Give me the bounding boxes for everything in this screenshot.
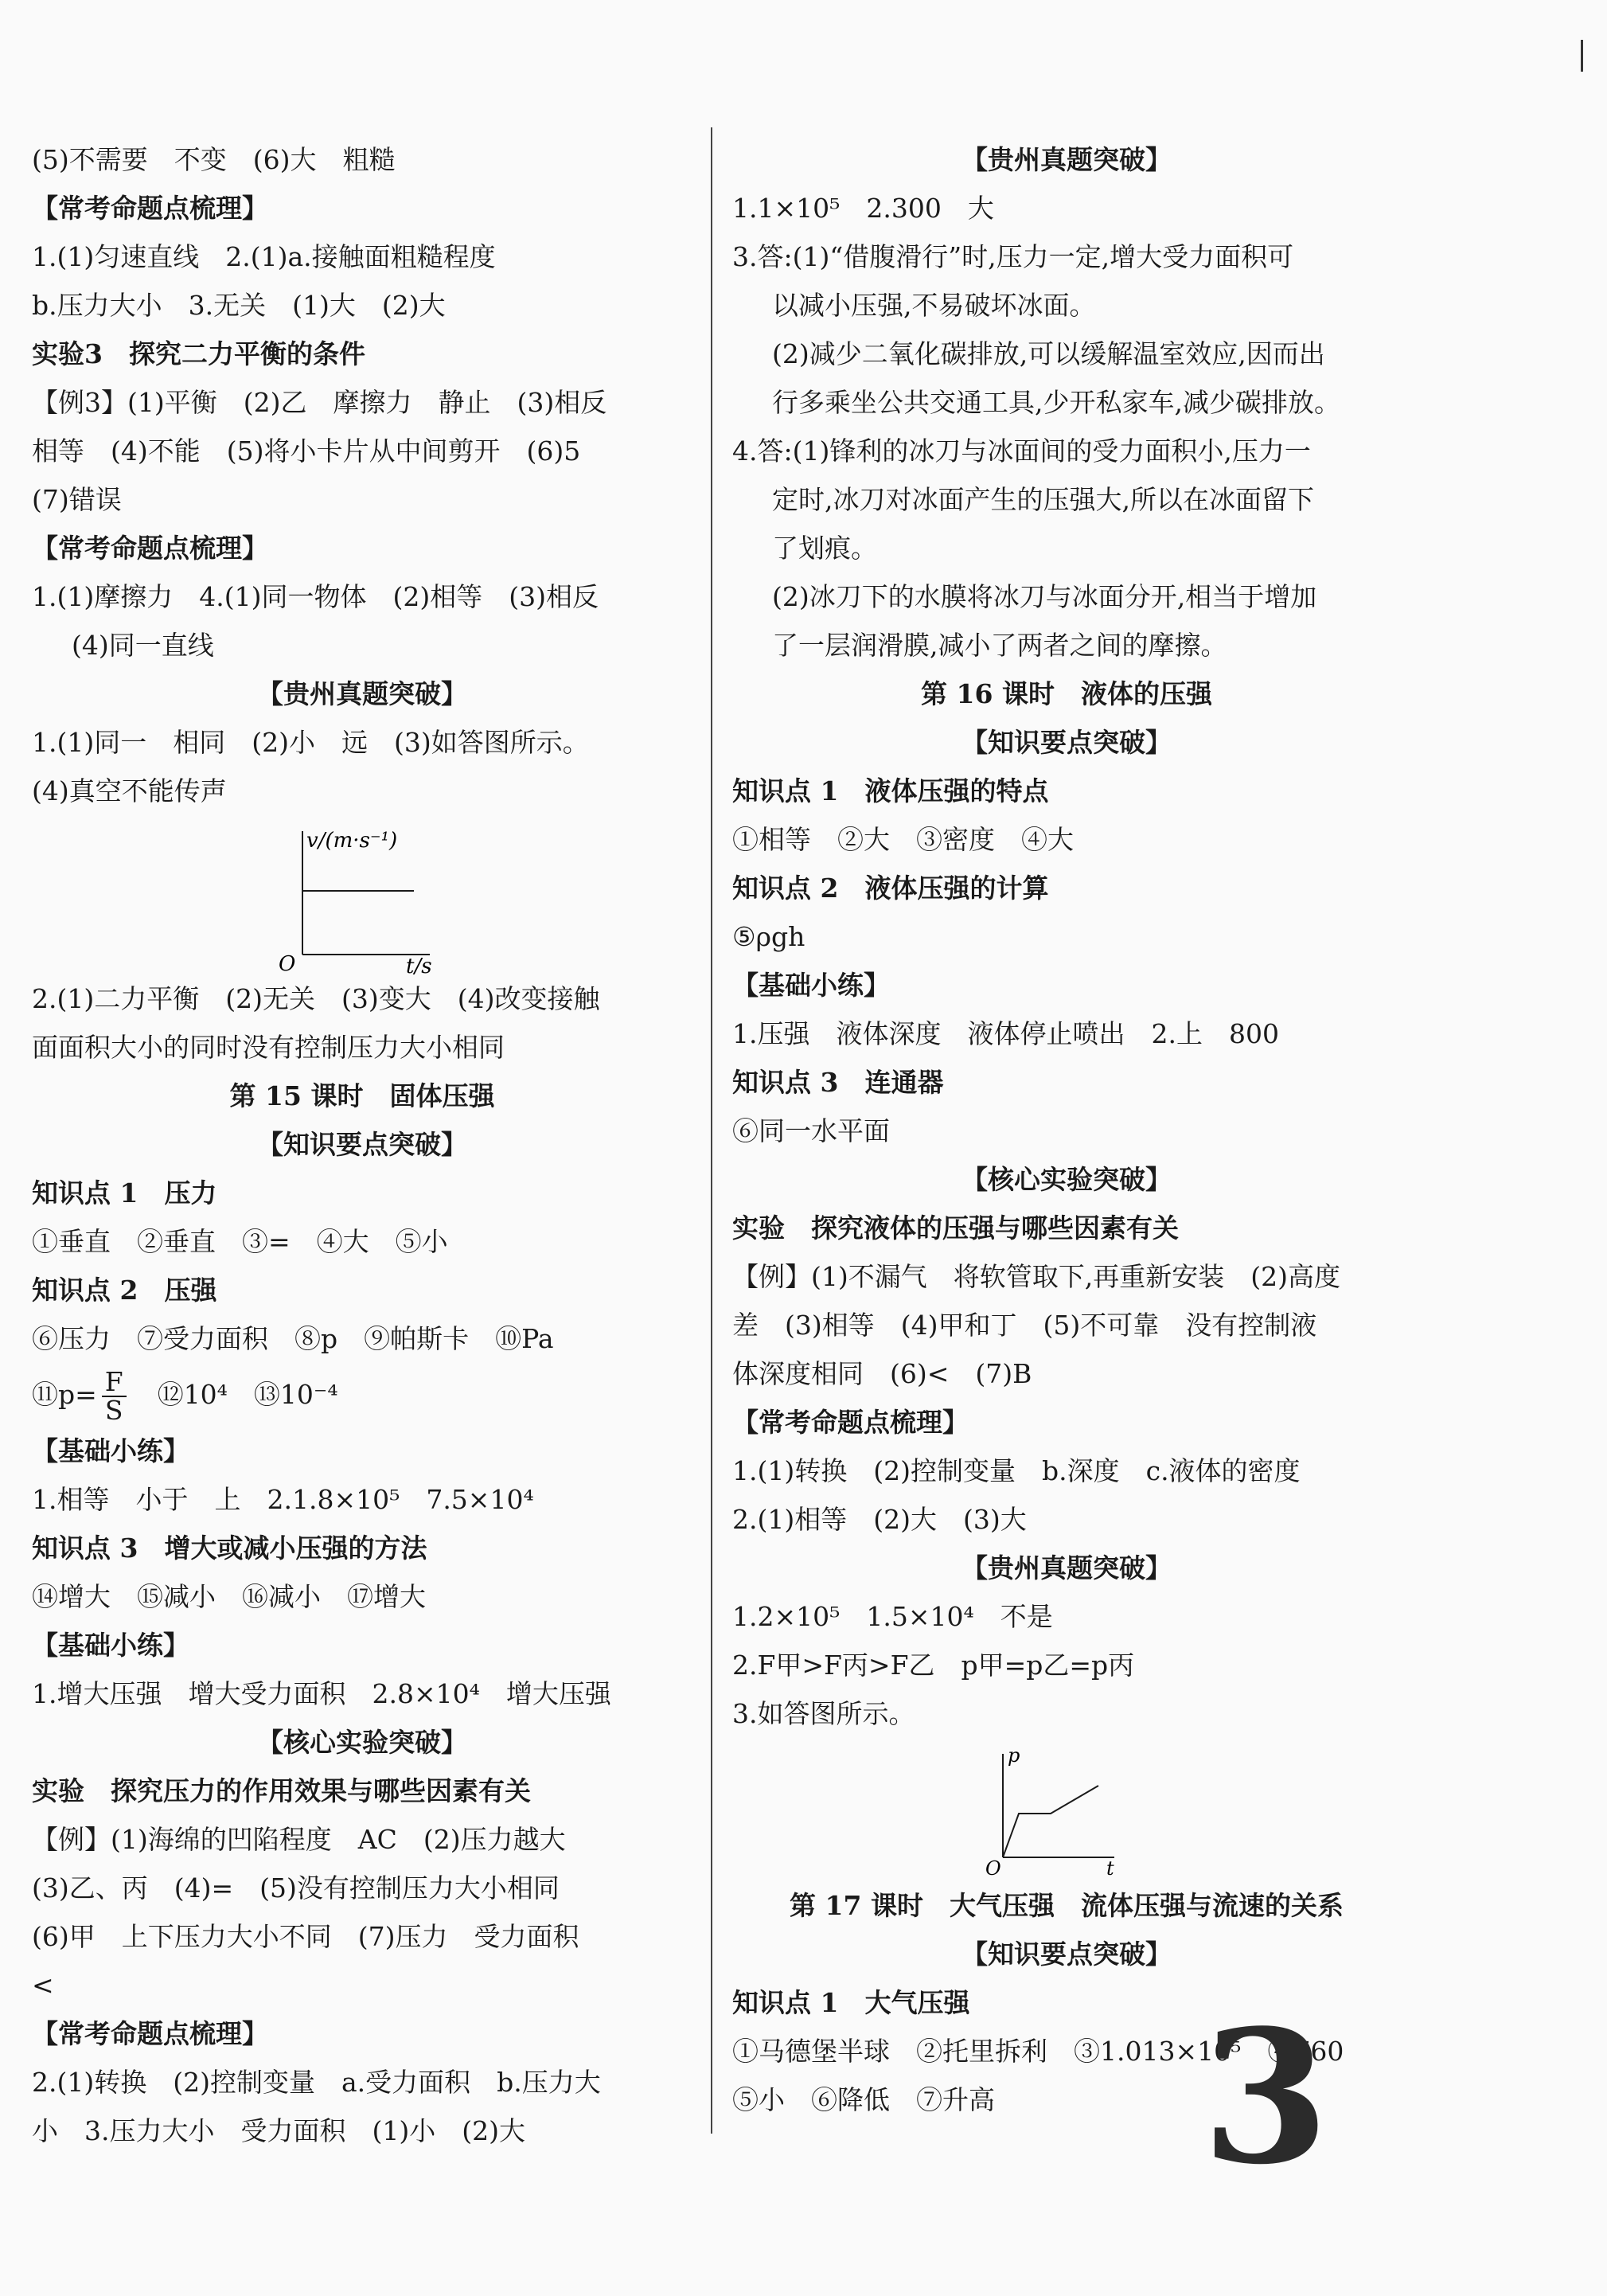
text-line: 1.相等 小于 上 2.1.8×10⁵ 7.5×10⁴ bbox=[32, 1484, 534, 1515]
text-line: ①垂直 ②垂直 ③= ④大 ⑤小 bbox=[32, 1226, 448, 1257]
section-heading: 【常考命题点梳理】 bbox=[732, 1407, 969, 1438]
graph2-y-label: p bbox=[1008, 1744, 1020, 1767]
experiment-heading: 实验 探究压力的作用效果与哪些因素有关 bbox=[32, 1775, 531, 1806]
text-line: (2)减少二氧化碳排放,可以缓解温室效应,因而出 bbox=[772, 338, 1325, 369]
text-line: 2.(1)二力平衡 (2)无关 (3)变大 (4)改变接触 bbox=[32, 983, 600, 1014]
lesson-title: 第 17 课时 大气压强 流体压强与流速的关系 bbox=[790, 1890, 1344, 1921]
lesson-title: 第 15 课时 固体压强 bbox=[229, 1080, 495, 1111]
knowledge-point: 知识点 1 压力 bbox=[32, 1177, 217, 1209]
section-heading: 【知识要点突破】 bbox=[961, 727, 1172, 758]
pressure-time-graph bbox=[732, 1738, 1401, 1881]
graph1-origin: O bbox=[279, 952, 296, 974]
text-line: 4.答:(1)锋利的冰刀与冰面间的受力面积小,压力一 bbox=[732, 435, 1311, 467]
text-line: 定时,冰刀对冰面产生的压强大,所以在冰面留下 bbox=[772, 484, 1314, 515]
text-line: ①相等 ②大 ③密度 ④大 bbox=[732, 824, 1074, 855]
vt-graph-svg bbox=[32, 815, 692, 974]
text-line: (4)真空不能传声 bbox=[32, 775, 227, 806]
formula-prefix: ⑪p= bbox=[32, 1379, 97, 1410]
graph1-x-label: t/s bbox=[406, 955, 432, 974]
section-heading: 【基础小练】 bbox=[732, 970, 890, 1001]
column-divider bbox=[711, 127, 712, 2134]
section-heading: 【基础小练】 bbox=[32, 1435, 189, 1466]
left-column bbox=[32, 135, 692, 2155]
text-line: (3)乙、丙 (4)= (5)没有控制压力大小相同 bbox=[32, 1872, 560, 1904]
section-heading: 【核心实验突破】 bbox=[257, 1727, 467, 1758]
margin-mark bbox=[1581, 40, 1583, 72]
text-line: 2.(1)转换 (2)控制变量 a.受力面积 b.压力大 bbox=[32, 2067, 601, 2098]
experiment-heading: 实验 探究液体的压强与哪些因素有关 bbox=[732, 1212, 1179, 1244]
text-line: (5)不需要 不变 (6)大 粗糙 bbox=[32, 144, 396, 175]
text-line: 1.(1)同一 相同 (2)小 远 (3)如答图所示。 bbox=[32, 727, 589, 758]
velocity-time-graph bbox=[32, 815, 692, 974]
knowledge-point: 知识点 3 连通器 bbox=[732, 1067, 944, 1098]
text-line: (4)同一直线 bbox=[72, 630, 214, 661]
text-line: 小 3.压力大小 受力面积 (1)小 (2)大 bbox=[32, 2115, 525, 2146]
section-heading: 【知识要点突破】 bbox=[257, 1129, 467, 1160]
knowledge-point: 知识点 1 大气压强 bbox=[732, 1987, 970, 2018]
text-line: 相等 (4)不能 (5)将小卡片从中间剪开 (6)5 bbox=[32, 435, 581, 467]
lesson-title: 第 16 课时 液体的压强 bbox=[921, 678, 1212, 709]
text-line: (2)冰刀下的水膜将冰刀与冰面分开,相当于增加 bbox=[772, 581, 1317, 612]
text-line: 差 (3)相等 (4)甲和丁 (5)不可靠 没有控制液 bbox=[732, 1310, 1317, 1341]
text-line: 1.1×10⁵ 2.300 大 bbox=[732, 193, 994, 224]
text-line: 1.(1)匀速直线 2.(1)a.接触面粗糙程度 bbox=[32, 241, 496, 272]
text-line: 1.压强 液体深度 液体停止喷出 2.上 800 bbox=[732, 1018, 1279, 1049]
formula-suffix: ⑫10⁴ ⑬10⁻⁴ bbox=[131, 1379, 338, 1410]
text-line: 1.增大压强 增大受力面积 2.8×10⁴ 增大压强 bbox=[32, 1678, 611, 1709]
text-line: 1.(1)摩擦力 4.(1)同一物体 (2)相等 (3)相反 bbox=[32, 581, 599, 612]
section-heading: 【常考命题点梳理】 bbox=[32, 2018, 268, 2049]
text-line: 2.(1)相等 (2)大 (3)大 bbox=[732, 1504, 1027, 1535]
text-line: 了划痕。 bbox=[772, 533, 877, 564]
text-line: 以减小压强,不易破坏冰面。 bbox=[772, 290, 1096, 321]
section-heading: 【核心实验突破】 bbox=[961, 1164, 1172, 1195]
text-line: ⑥压力 ⑦受力面积 ⑧p ⑨帕斯卡 ⑩Pa bbox=[32, 1323, 554, 1354]
text-line: 【例】(1)不漏气 将软管取下,再重新安装 (2)高度 bbox=[732, 1261, 1340, 1292]
text-line: 2.F甲>F丙>F乙 p甲=p乙=p丙 bbox=[732, 1650, 1135, 1681]
knowledge-point: 知识点 2 压强 bbox=[32, 1275, 217, 1306]
section-heading: 【常考命题点梳理】 bbox=[32, 193, 268, 224]
text-line: b.压力大小 3.无关 (1)大 (2)大 bbox=[32, 290, 446, 321]
text-line: 【例3】(1)平衡 (2)乙 摩擦力 静止 (3)相反 bbox=[32, 387, 607, 418]
fraction-denominator: S bbox=[104, 1395, 123, 1426]
section-heading: 【贵州真题突破】 bbox=[257, 678, 467, 709]
section-heading: 【基础小练】 bbox=[32, 1630, 189, 1661]
text-line: (6)甲 上下压力大小不同 (7)压力 受力面积 bbox=[32, 1921, 579, 1952]
graph2-x-label: t bbox=[1106, 1857, 1114, 1880]
text-line: 3.如答图所示。 bbox=[732, 1698, 915, 1729]
text-line: < bbox=[32, 1970, 54, 2001]
right-column bbox=[732, 135, 1401, 2124]
knowledge-point: 知识点 2 液体压强的计算 bbox=[732, 873, 1049, 904]
text-line: 1.2×10⁵ 1.5×10⁴ 不是 bbox=[732, 1601, 1053, 1632]
text-line: 1.(1)转换 (2)控制变量 b.深度 c.液体的密度 bbox=[732, 1455, 1301, 1486]
text-line: ⑭增大 ⑮减小 ⑯减小 ⑰增大 bbox=[32, 1581, 426, 1612]
knowledge-point: 知识点 3 增大或减小压强的方法 bbox=[32, 1533, 427, 1564]
text-line: 【例】(1)海绵的凹陷程度 AC (2)压力越大 bbox=[32, 1824, 566, 1855]
text-line: 体深度相同 (6)< (7)B bbox=[732, 1358, 1032, 1389]
pt-graph-svg bbox=[732, 1738, 1401, 1881]
page-number: 3 bbox=[1202, 1990, 1330, 2205]
section-heading: 【常考命题点梳理】 bbox=[32, 533, 268, 564]
text-line: 了一层润滑膜,减小了两者之间的摩擦。 bbox=[772, 630, 1227, 661]
text-line: ①马德堡半球 ②托里拆利 ③1.013×10⁵ ④760 bbox=[732, 2036, 1344, 2067]
text-line: 行多乘坐公共交通工具,少开私家车,减少碳排放。 bbox=[772, 387, 1340, 418]
section-heading: 【知识要点突破】 bbox=[961, 1939, 1172, 1970]
section-heading: 【贵州真题突破】 bbox=[961, 1552, 1172, 1583]
text-line: 3.答:(1)“借腹滑行”时,压力一定,增大受力面积可 bbox=[732, 241, 1294, 272]
text-line: ⑤小 ⑥降低 ⑦升高 bbox=[732, 2084, 995, 2115]
knowledge-point: 知识点 1 液体压强的特点 bbox=[732, 775, 1049, 806]
text-line: 面面积大小的同时没有控制压力大小相同 bbox=[32, 1032, 505, 1063]
text-line: ⑥同一水平面 bbox=[732, 1115, 890, 1146]
graph2-origin: O bbox=[985, 1857, 1001, 1880]
text-line: ⑤ρgh bbox=[732, 921, 805, 952]
experiment-heading: 实验3 探究二力平衡的条件 bbox=[32, 338, 365, 369]
formula-line bbox=[32, 1363, 692, 1427]
fraction-numerator: F bbox=[102, 1369, 127, 1397]
graph1-y-label: v/(m·s⁻¹) bbox=[306, 829, 398, 853]
fraction bbox=[102, 1366, 127, 1426]
section-heading: 【贵州真题突破】 bbox=[961, 144, 1172, 175]
text-line: (7)错误 bbox=[32, 484, 122, 515]
